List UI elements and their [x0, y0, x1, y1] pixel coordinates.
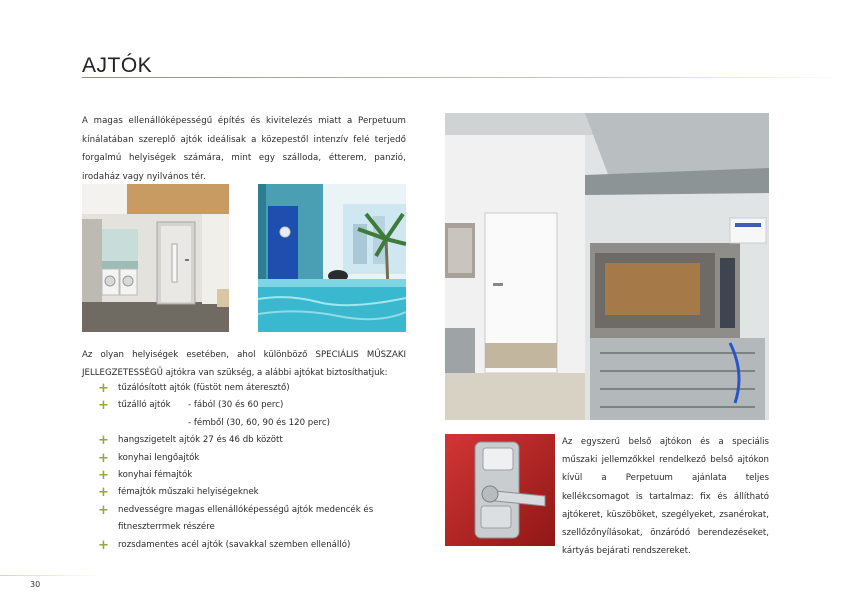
plus-icon: + — [98, 537, 109, 553]
list-item: + tűzálósított ajtók (füstöt nem áteresztő) — [98, 381, 290, 396]
list-item: + nedvességre magas ellenállóképességű ajtók medencék és — [98, 502, 374, 518]
plus-icon: + — [98, 433, 109, 449]
list-item: + rozsdamentes acél ajtók (savakkal szemben ellenálló) — [98, 537, 351, 553]
plus-icon: + — [98, 485, 109, 501]
page-number: 30 — [30, 580, 41, 589]
laundry-room-photo — [82, 184, 229, 332]
door-handle-photo — [445, 434, 555, 546]
pool-photo — [258, 184, 406, 332]
intro-paragraph: A magas ellenállóképességű építés és kivitelezés miatt a Perpetuum kínálatában szereplő ajtók ideálisak a közepestől intenzív felé terjedő forgalmú helyiségek számára, mint egy szálloda, étterem, panzió, irodaház vagy nyilvános tér. — [82, 116, 406, 182]
special-doors-paragraph: Az olyan helyiségek esetében, ahol különböző SPECIÁLIS MŰSZAKI JELLEGZETESSÉGŰ ajtókra van szükség, a alábbi ajtókat biztosíthatjuk: — [82, 350, 406, 378]
list-item: + hangszigetelt ajtók 27 és 46 db között — [98, 433, 283, 449]
title-divider — [82, 77, 850, 78]
commercial-kitchen-photo — [445, 113, 769, 420]
list-item-sub: - fémből (30, 60, 90 és 120 perc) — [188, 417, 330, 428]
plus-icon: + — [98, 450, 109, 466]
plus-icon: + — [98, 381, 109, 396]
accessories-paragraph: Az egyszerű belső ajtókon és a speciális műszaki jellemzőkkel rendelkező belső ajtókon kívül a Perpetuum ajánlata teljes kellékcsomagot is tartalmaz: fix és állítható ajtókeret, küszöböket, szegélyeket, zsanérokat, szellőzőnyílásokat, önzáródó berendezéseket, kártyás bejárati rendszereket. — [562, 437, 769, 557]
plus-icon: + — [98, 467, 109, 483]
list-item-continuation: fitneszterrmek részére — [118, 522, 215, 533]
list-item: + fémajtók műszaki helyiségeknek — [98, 485, 259, 501]
door-types-list — [98, 380, 373, 554]
list-item: + konyhai fémajtók — [98, 467, 193, 483]
footer-divider — [0, 575, 100, 576]
page-title: AJTÓK — [82, 54, 153, 77]
list-item: + konyhai lengőajtók — [98, 450, 200, 466]
plus-icon: + — [98, 502, 109, 518]
list-item: + tűzálló ajtók - fából (30 és 60 perc) — [98, 398, 284, 414]
plus-icon: + — [98, 398, 109, 414]
